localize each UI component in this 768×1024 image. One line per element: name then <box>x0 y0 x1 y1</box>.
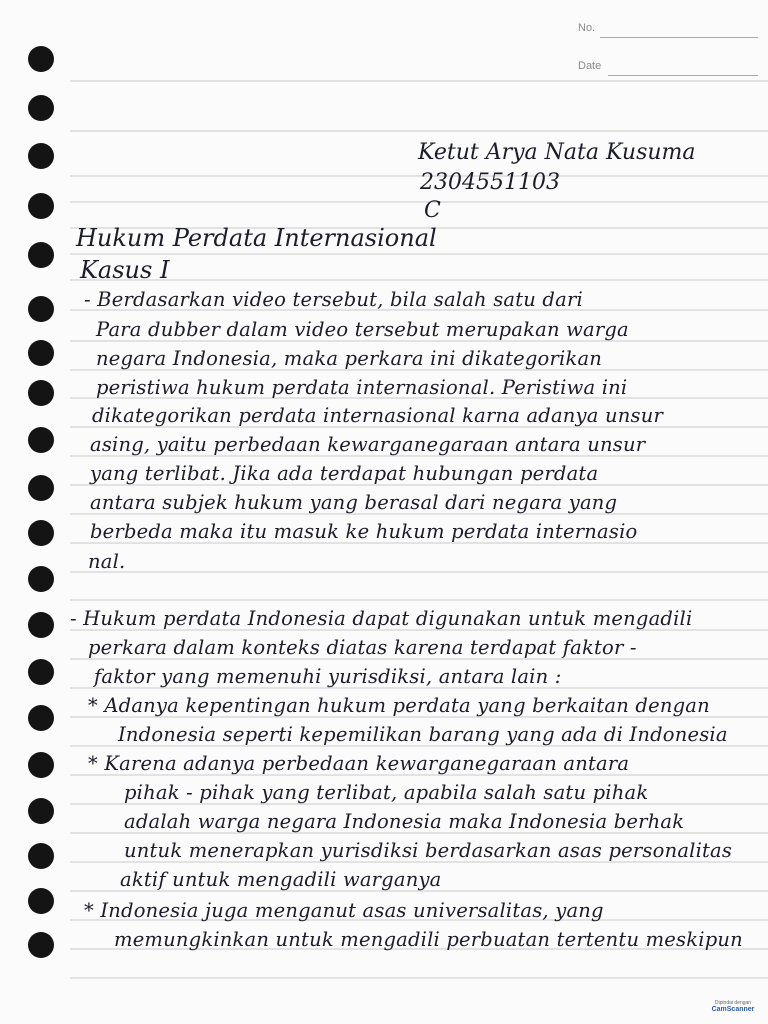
scanner-watermark <box>706 1000 760 1018</box>
punch-hole <box>28 752 54 778</box>
punch-hole <box>28 798 54 824</box>
date-label: Date <box>578 60 602 72</box>
punch-hole <box>28 95 54 121</box>
punch-hole <box>28 143 54 169</box>
text-line: perkara dalam konteks diatas karena terdapat faktor - <box>88 636 637 659</box>
punch-hole <box>28 843 54 869</box>
text-line: aktif untuk mengadili warganya <box>120 868 442 891</box>
text-line: dikategorikan perdata internasional karna adanya unsur <box>92 404 663 427</box>
student-id: 2304551103 <box>420 170 560 195</box>
punch-hole <box>28 888 54 914</box>
text-line: untuk menerapkan yurisdiksi berdasarkan asas personalitas <box>124 839 733 862</box>
student-name: Ketut Arya Nata Kusuma <box>418 140 696 165</box>
text-line: pihak - pihak yang terlibat, apabila salah satu pihak <box>124 781 649 804</box>
punch-hole <box>28 340 54 366</box>
punch-hole <box>28 475 54 501</box>
no-label: No. <box>578 22 596 34</box>
punch-hole <box>28 705 54 731</box>
date-line <box>608 75 758 76</box>
text-line: * Adanya kepentingan hukum perdata yang berkaitan dengan <box>88 694 710 717</box>
scanner-caption: Dipindai dengan <box>714 1000 752 1006</box>
punch-hole <box>28 659 54 685</box>
text-line: peristiwa hukum perdata internasional. Peristiwa ini <box>96 376 628 399</box>
punch-hole <box>28 296 54 322</box>
text-line: - Berdasarkan video tersebut, bila salah satu dari <box>84 288 583 311</box>
text-line: faktor yang memenuhi yurisdiksi, antara lain : <box>94 665 562 688</box>
text-line: yang terlibat. Jika ada terdapat hubungan perdata <box>90 462 599 485</box>
scanner-brand: CamScanner <box>711 1006 755 1013</box>
student-class: C <box>424 198 441 223</box>
text-line: - Hukum perdata Indonesia dapat digunakan untuk mengadili <box>70 607 693 630</box>
punch-hole <box>28 612 54 638</box>
case-label: Kasus I <box>80 256 170 284</box>
punch-hole <box>28 242 54 268</box>
text-line: antara subjek hukum yang berasal dari negara yang <box>90 491 618 514</box>
punch-hole <box>28 427 54 453</box>
text-line: * Karena adanya perbedaan kewarganegaraan antara <box>88 752 630 775</box>
punch-hole <box>28 566 54 592</box>
page-title: Hukum Perdata Internasional <box>76 224 437 252</box>
punch-hole <box>28 193 54 219</box>
text-line: nal. <box>88 550 126 573</box>
text-line: memungkinkan untuk mengadili perbuatan tertentu meskipun <box>114 928 743 951</box>
text-line: asing, yaitu perbedaan kewarganegaraan antara unsur <box>90 433 646 456</box>
punch-holes <box>0 0 80 1024</box>
text-line: * Indonesia juga menganut asas universalitas, yang <box>84 899 604 922</box>
punch-hole <box>28 46 54 72</box>
no-line <box>600 37 758 38</box>
text-line: berbeda maka itu masuk ke hukum perdata internasio <box>90 520 638 543</box>
text-line: Indonesia seperti kepemilikan barang yang ada di Indonesia <box>118 723 728 746</box>
text-line: Para dubber dalam video tersebut merupakan warga <box>96 318 629 341</box>
punch-hole <box>28 520 54 546</box>
punch-hole <box>28 380 54 406</box>
text-line: adalah warga negara Indonesia maka Indonesia berhak <box>124 810 685 833</box>
text-line: negara Indonesia, maka perkara ini dikategorikan <box>96 347 603 370</box>
punch-hole <box>28 932 54 958</box>
